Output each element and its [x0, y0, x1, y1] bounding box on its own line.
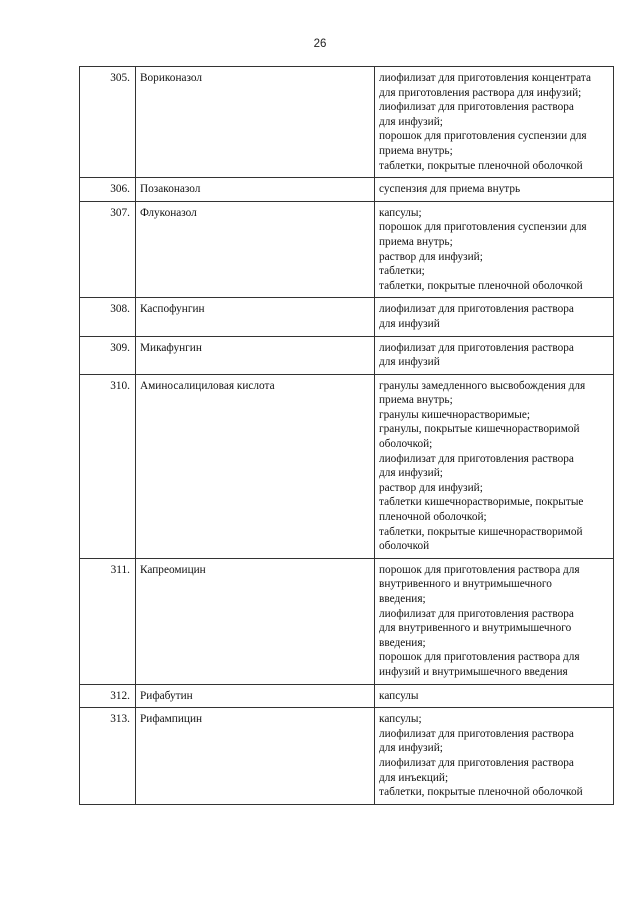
dosage-form-line: для инфузий; [379, 742, 443, 755]
row-number: 312. [80, 684, 136, 708]
row-number: 305. [80, 67, 136, 178]
table-row [80, 336, 614, 374]
drug-name: Рифабутин [136, 684, 375, 708]
dosage-form-line: инфузий и внутримышечного введения [379, 665, 568, 678]
dosage-form-line: таблетки кишечнорастворимые, покрытые [379, 496, 584, 509]
dosage-form-line: раствор для инфузий; [379, 250, 483, 263]
dosage-form-line: для внутривенного и внутримышечного [379, 622, 572, 635]
dosage-form-line: пленочной оболочкой; [379, 511, 487, 524]
table-row [80, 67, 614, 178]
dosage-form-line: для инфузий; [379, 115, 443, 128]
dosage-form-line: введения; [379, 593, 426, 605]
dosage-form-line: таблетки; [379, 265, 425, 278]
dosage-forms [375, 298, 614, 336]
dosage-form-line: лиофилизат для приготовления концентрата [379, 72, 591, 84]
dosage-form-line: лиофилизат для приготовления раствора [379, 341, 574, 354]
dosage-form-line: для приготовления раствора для инфузий; [379, 86, 582, 99]
table-row [80, 708, 614, 805]
dosage-form-line: лиофилизат для приготовления раствора [379, 756, 574, 769]
dosage-form-line: оболочкой [379, 540, 430, 553]
page-number: 26 [313, 38, 327, 50]
dosage-form-line: порошок для приготовления суспензии для [379, 221, 587, 234]
dosage-form-line: лиофилизат для приготовления раствора [379, 452, 574, 465]
dosage-form-line: капсулы [379, 689, 419, 702]
row-number: 306. [80, 178, 136, 202]
table-row [80, 558, 614, 684]
dosage-form-line: лиофилизат для приготовления раствора [379, 303, 574, 316]
dosage-form-line: таблетки, покрытые пленочной оболочкой [379, 786, 583, 799]
row-number: 313. [80, 708, 136, 805]
dosage-forms [375, 684, 614, 708]
drug-name: Аминосалициловая кислота [136, 374, 375, 558]
table-body [80, 67, 614, 805]
drug-name: Каспофунгин [136, 298, 375, 336]
table-row [80, 374, 614, 558]
dosage-form-line: для инфузий [379, 356, 440, 369]
drug-name: Капреомицин [136, 558, 375, 684]
dosage-form-line: введения; [379, 636, 426, 649]
dosage-form-line: лиофилизат для приготовления раствора [379, 727, 574, 740]
dosage-form-line: таблетки, покрытые кишечнорастворимой [379, 525, 583, 538]
drug-name: Рифампицин [136, 708, 375, 805]
dosage-form-line: таблетки, покрытые пленочной оболочкой [379, 159, 583, 172]
dosage-form-line: таблетки, покрытые пленочной оболочкой [379, 279, 583, 292]
drug-table [79, 66, 614, 805]
dosage-form-line: для инфузий [379, 317, 440, 330]
dosage-form-line: гранулы, покрытые кишечнорастворимой [379, 423, 580, 436]
table-row [80, 201, 614, 298]
dosage-forms [375, 708, 614, 805]
dosage-form-line: суспензия для приема внутрь [379, 183, 521, 196]
dosage-form-line: порошок для приготовления суспензии для [379, 130, 587, 143]
drug-name: Флуконазол [136, 201, 375, 298]
dosage-form-line: лиофилизат для приготовления раствора [379, 607, 574, 620]
dosage-form-line: капсулы; [379, 206, 422, 219]
dosage-form-line: порошок для приготовления раствора для [379, 651, 580, 664]
dosage-forms [375, 178, 614, 202]
dosage-form-line: гранулы замедленного высвобождения для [379, 379, 586, 392]
row-number: 311. [80, 558, 136, 684]
dosage-forms [375, 336, 614, 374]
drug-name: Позаконазол [136, 178, 375, 202]
drug-name: Вориконазол [136, 67, 375, 178]
dosage-form-line: оболочкой; [379, 438, 433, 451]
dosage-form-line: для инъекций; [379, 771, 449, 784]
dosage-form-line: раствор для инфузий; [379, 481, 483, 494]
row-number: 307. [80, 201, 136, 298]
dosage-forms [375, 374, 614, 558]
dosage-forms [375, 201, 614, 298]
table-row [80, 178, 614, 202]
dosage-form-line: приема внутрь; [379, 144, 453, 157]
drug-name: Микафунгин [136, 336, 375, 374]
table-row [80, 684, 614, 708]
dosage-form-line: капсулы; [379, 713, 422, 726]
dosage-form-line: порошок для приготовления раствора для [379, 563, 580, 576]
dosage-forms [375, 67, 614, 178]
dosage-form-line: приема внутрь; [379, 235, 453, 248]
row-number: 309. [80, 336, 136, 374]
table-row [80, 298, 614, 336]
dosage-form-line: приема внутрь; [379, 394, 453, 407]
dosage-form-line: лиофилизат для приготовления раствора [379, 101, 574, 114]
dosage-form-line: внутривенного и внутримышечного [379, 578, 552, 591]
row-number: 308. [80, 298, 136, 336]
row-number: 310. [80, 374, 136, 558]
dosage-forms [375, 558, 614, 684]
dosage-form-line: для инфузий; [379, 467, 443, 480]
dosage-form-line: гранулы кишечнорастворимые; [379, 408, 530, 421]
